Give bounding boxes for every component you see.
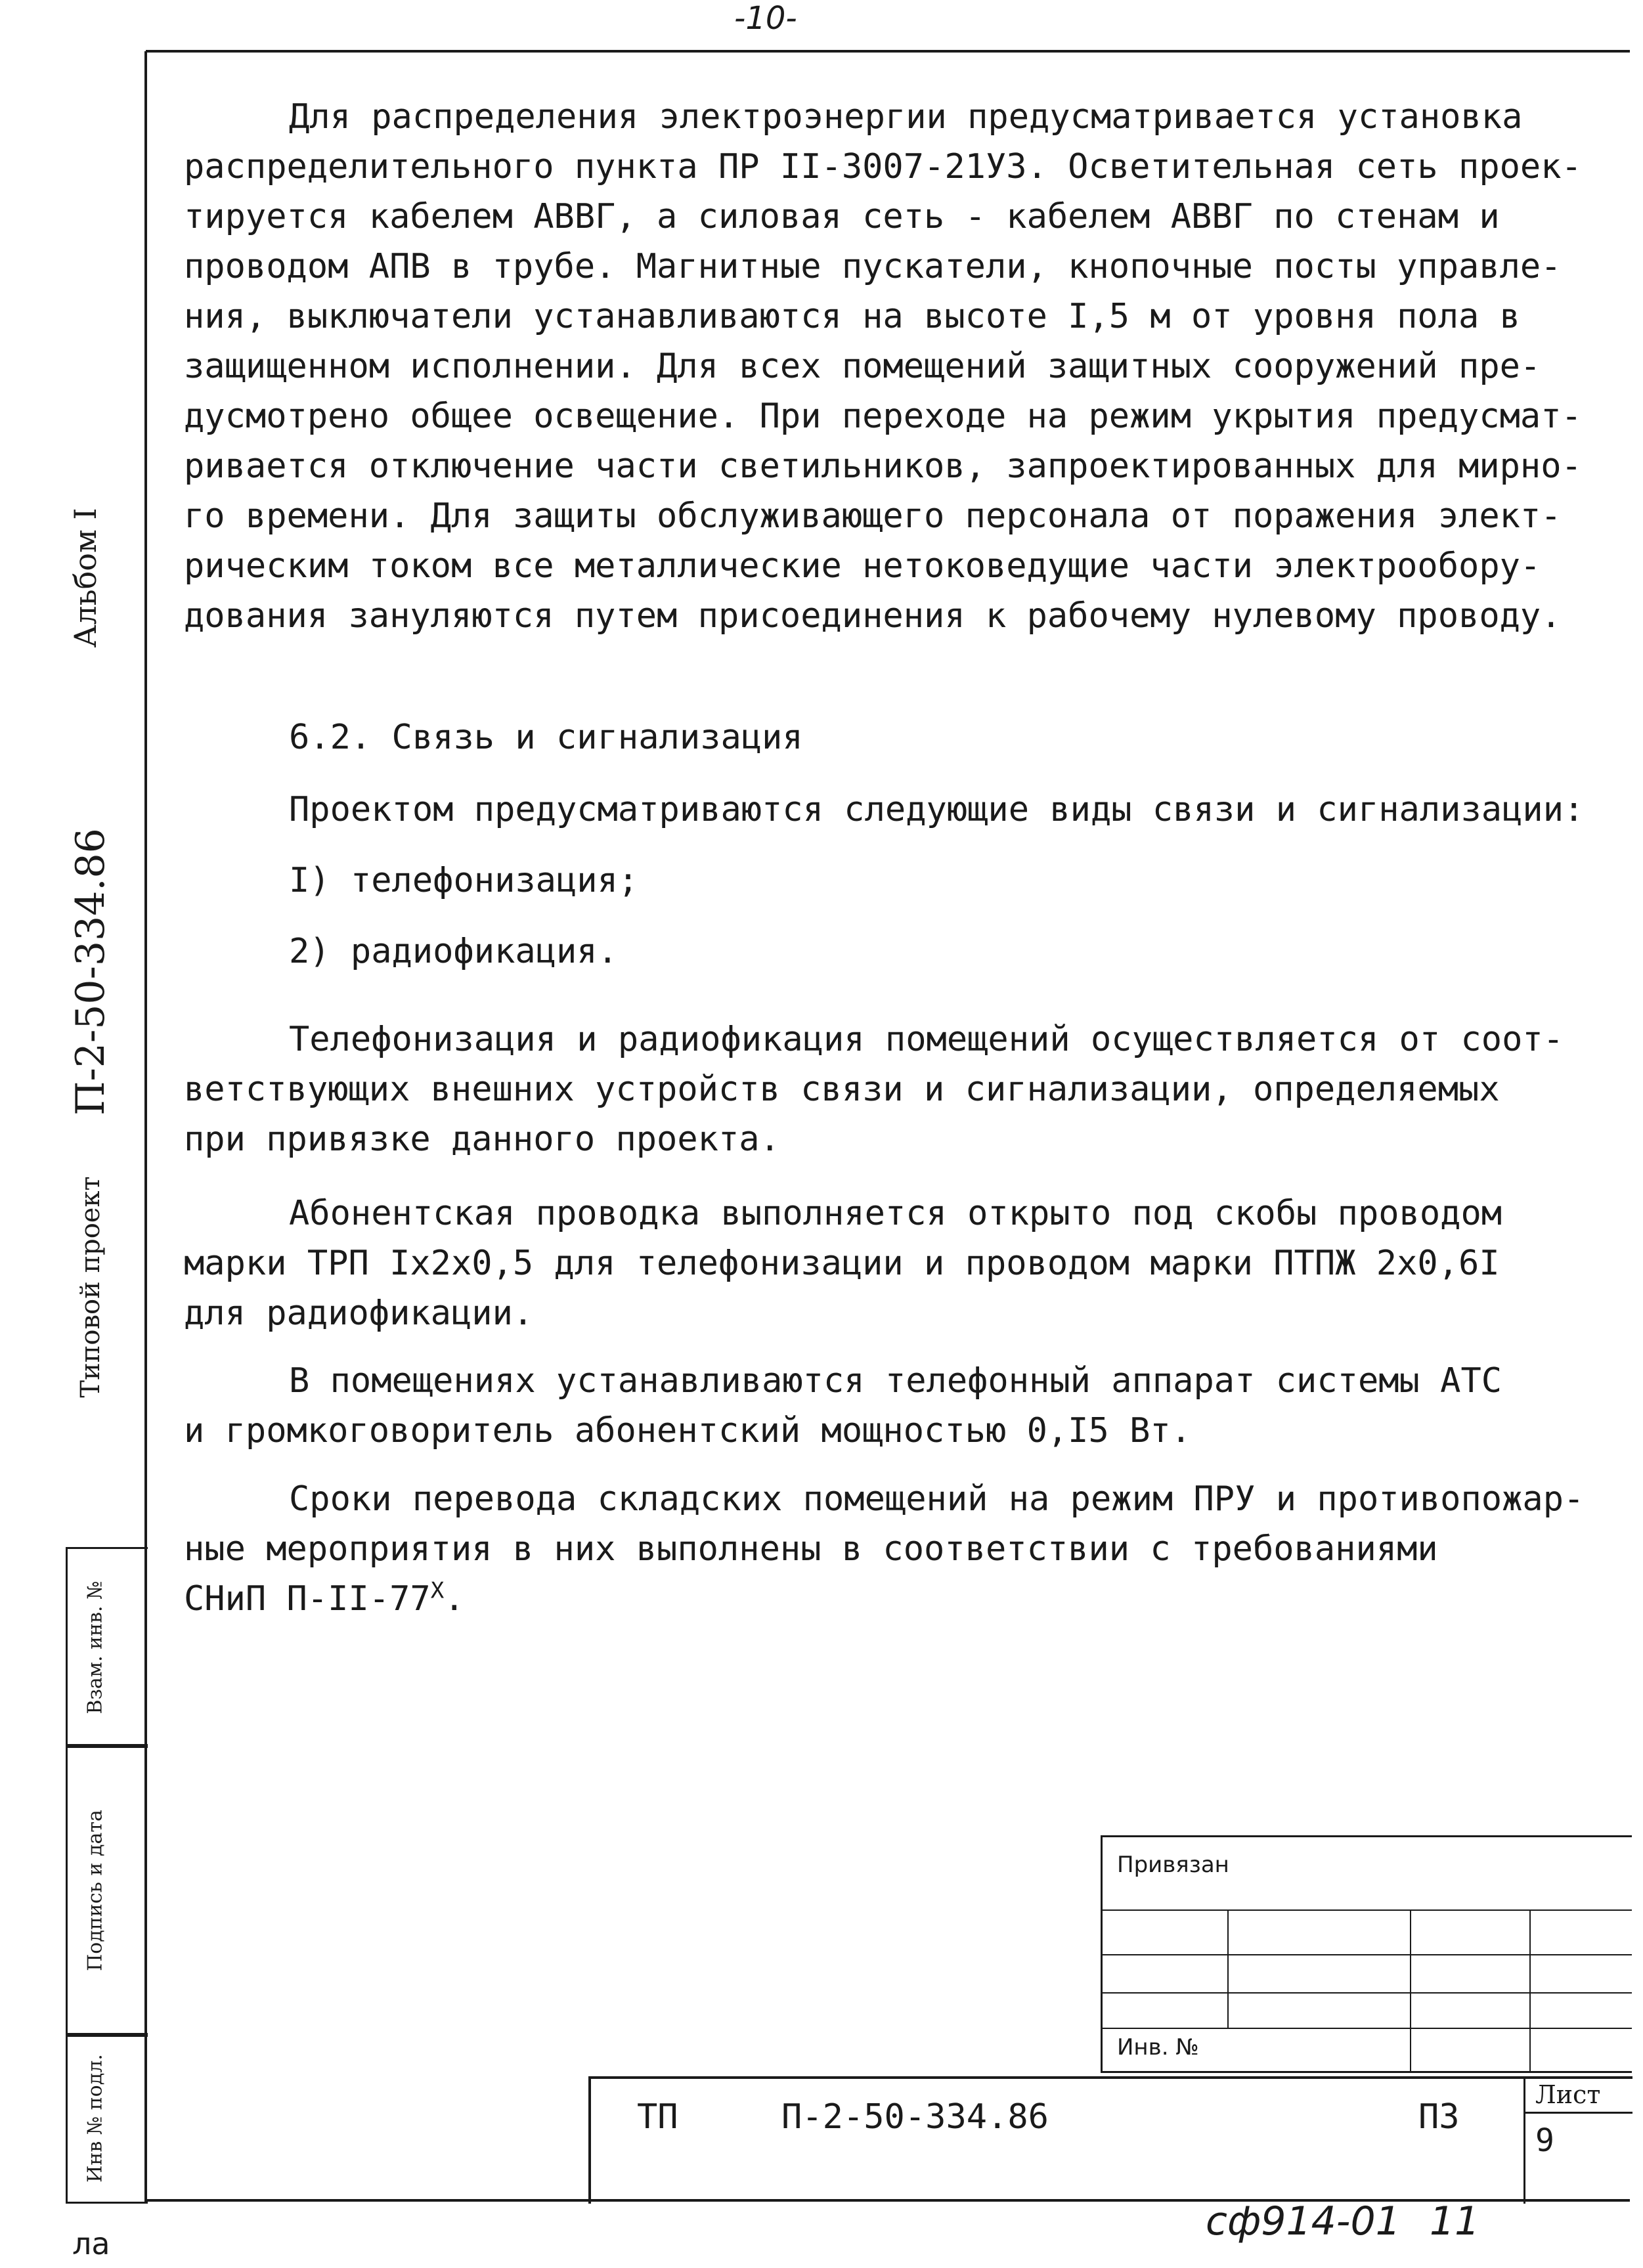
list-item: 2) радиофикация.: [289, 932, 618, 971]
text-line: го времени. Для защиты обслуживающего персонала от поражения элект-: [184, 496, 1562, 536]
text-line: Абонентская проводка выполняется открыто под скобы проводом: [289, 1194, 1502, 1233]
text-line: и громкоговоритель абонентский мощностью 0,I5 Вт.: [184, 1411, 1192, 1450]
text-line: Для распределения электроэнергии предусматривается установка: [289, 97, 1523, 137]
stamp-field-replaced-inv-label: Взам. инв. №: [83, 1581, 107, 1714]
text-line: Телефонизация и радиофикация помещений осуществляется от соот-: [289, 1020, 1564, 1059]
paragraph-comm-types: [184, 785, 1609, 976]
stamp-field-signature-date: [66, 1744, 148, 2037]
stamp-field-original-inv-label: Инв № подл.: [83, 2054, 107, 2183]
snip-superscript: Х: [430, 1577, 445, 1604]
paragraph-devices: [184, 1356, 1609, 1456]
text-line: рическим током все металлические нетоковедущие части электрообору-: [184, 546, 1541, 586]
album-label: Альбом I: [68, 508, 103, 648]
snip-period: .: [444, 1579, 465, 1619]
paragraph-wiring: [184, 1189, 1609, 1338]
tb-col-line: [1410, 1909, 1411, 2071]
text-line: ветствующих внешних устройств связи и сигнализации, определяемых: [184, 1070, 1500, 1109]
text-line: ния, выключатели устанавливаются на высоте I,5 м от уровня пола в: [184, 297, 1520, 336]
text-line: ные мероприятия в них выполнены в соответствии с требованиями: [184, 1529, 1438, 1569]
stamp-tp: ТП: [637, 2097, 678, 2137]
archive-sheet: 11: [1429, 2198, 1480, 2244]
paragraph-fire-safety: [184, 1474, 1609, 1624]
stamp-sheet-line: [1523, 2112, 1632, 2114]
text-line: В помещениях устанавливаются телефонный аппарат системы АТС: [289, 1361, 1502, 1401]
stamp-field-signature-date-label: Подпись и дата: [83, 1810, 107, 1971]
snip-reference: СНиП П-II-77: [184, 1579, 431, 1619]
stamp-sheet-number: 9: [1535, 2122, 1554, 2159]
paragraph-telephony: [184, 1014, 1609, 1164]
text-line: дусмотрено общее освещение. При переходе на режим укрытия предусмат-: [184, 397, 1582, 436]
tb-col-line: [1529, 1909, 1531, 2071]
binding-label: Привязан: [1117, 1852, 1229, 1878]
tb-row-line: [1103, 1909, 1632, 1911]
stamp-sheet-divider: [1523, 2079, 1525, 2204]
text-line: марки ТРП Iх2х0,5 для телефонизации и проводом марки ПТПЖ 2х0,6I: [184, 1244, 1500, 1283]
text-line: распределительного пункта ПР II-3007-21УЗ. Осветительная сеть проек-: [184, 147, 1582, 186]
stamp-field-original-inv: [66, 2033, 148, 2204]
inv-label: Инв. №: [1117, 2034, 1199, 2061]
text-line: дования зануляются путем присоединения к рабочему нулевому проводу.: [184, 596, 1562, 636]
frame-top-line: [146, 50, 1630, 53]
text-line: тируется кабелем АВВГ, а силовая сеть - кабелем АВВГ по стенам и: [184, 197, 1500, 236]
tb-row-line: [1103, 2028, 1632, 2029]
section-heading: [184, 712, 1609, 762]
corner-text: ла: [72, 2226, 110, 2261]
stamp-sheet-label: Лист: [1535, 2080, 1601, 2109]
stamp-section: ПЗ: [1418, 2097, 1460, 2137]
tb-row-line: [1103, 1992, 1632, 1994]
text-line: проводом АПВ в трубе. Магнитные пускатели, кнопочные посты управле-: [184, 247, 1562, 286]
archive-code: сф914-01 11: [1206, 2198, 1480, 2244]
text-line: при привязке данного проекта.: [184, 1120, 780, 1159]
section-heading-text: 6.2. Связь и сигнализация: [289, 718, 803, 757]
project-code: П-2-50-334.86: [68, 828, 114, 1116]
text-line: для радиофикации.: [184, 1294, 534, 1333]
text-line: Сроки перевода складских помещений на режим ПРУ и противопожар-: [289, 1479, 1585, 1519]
page-number: -10-: [734, 0, 797, 37]
main-stamp: [588, 2076, 1632, 2204]
binding-title-block: [1101, 1835, 1632, 2073]
text-line: защищенном исполнении. Для всех помещений защитных сооружений пре-: [184, 347, 1541, 386]
paragraph-power-supply: [184, 92, 1609, 641]
stamp-field-replaced-inv: [66, 1547, 148, 1748]
text-line: Проектом предусматриваются следующие виды связи и сигнализации:: [289, 790, 1585, 829]
text-line: ривается отключение части светильников, запроектированных для мирно-: [184, 447, 1582, 486]
project-label: Типовой проект: [76, 1176, 106, 1398]
tb-row-line: [1103, 1954, 1632, 1955]
tb-col-line: [1227, 1909, 1229, 2028]
list-item: I) телефонизация;: [289, 861, 639, 900]
text-line: [184, 1574, 1609, 1624]
stamp-project-code: П-2-50-334.86: [781, 2097, 1049, 2137]
